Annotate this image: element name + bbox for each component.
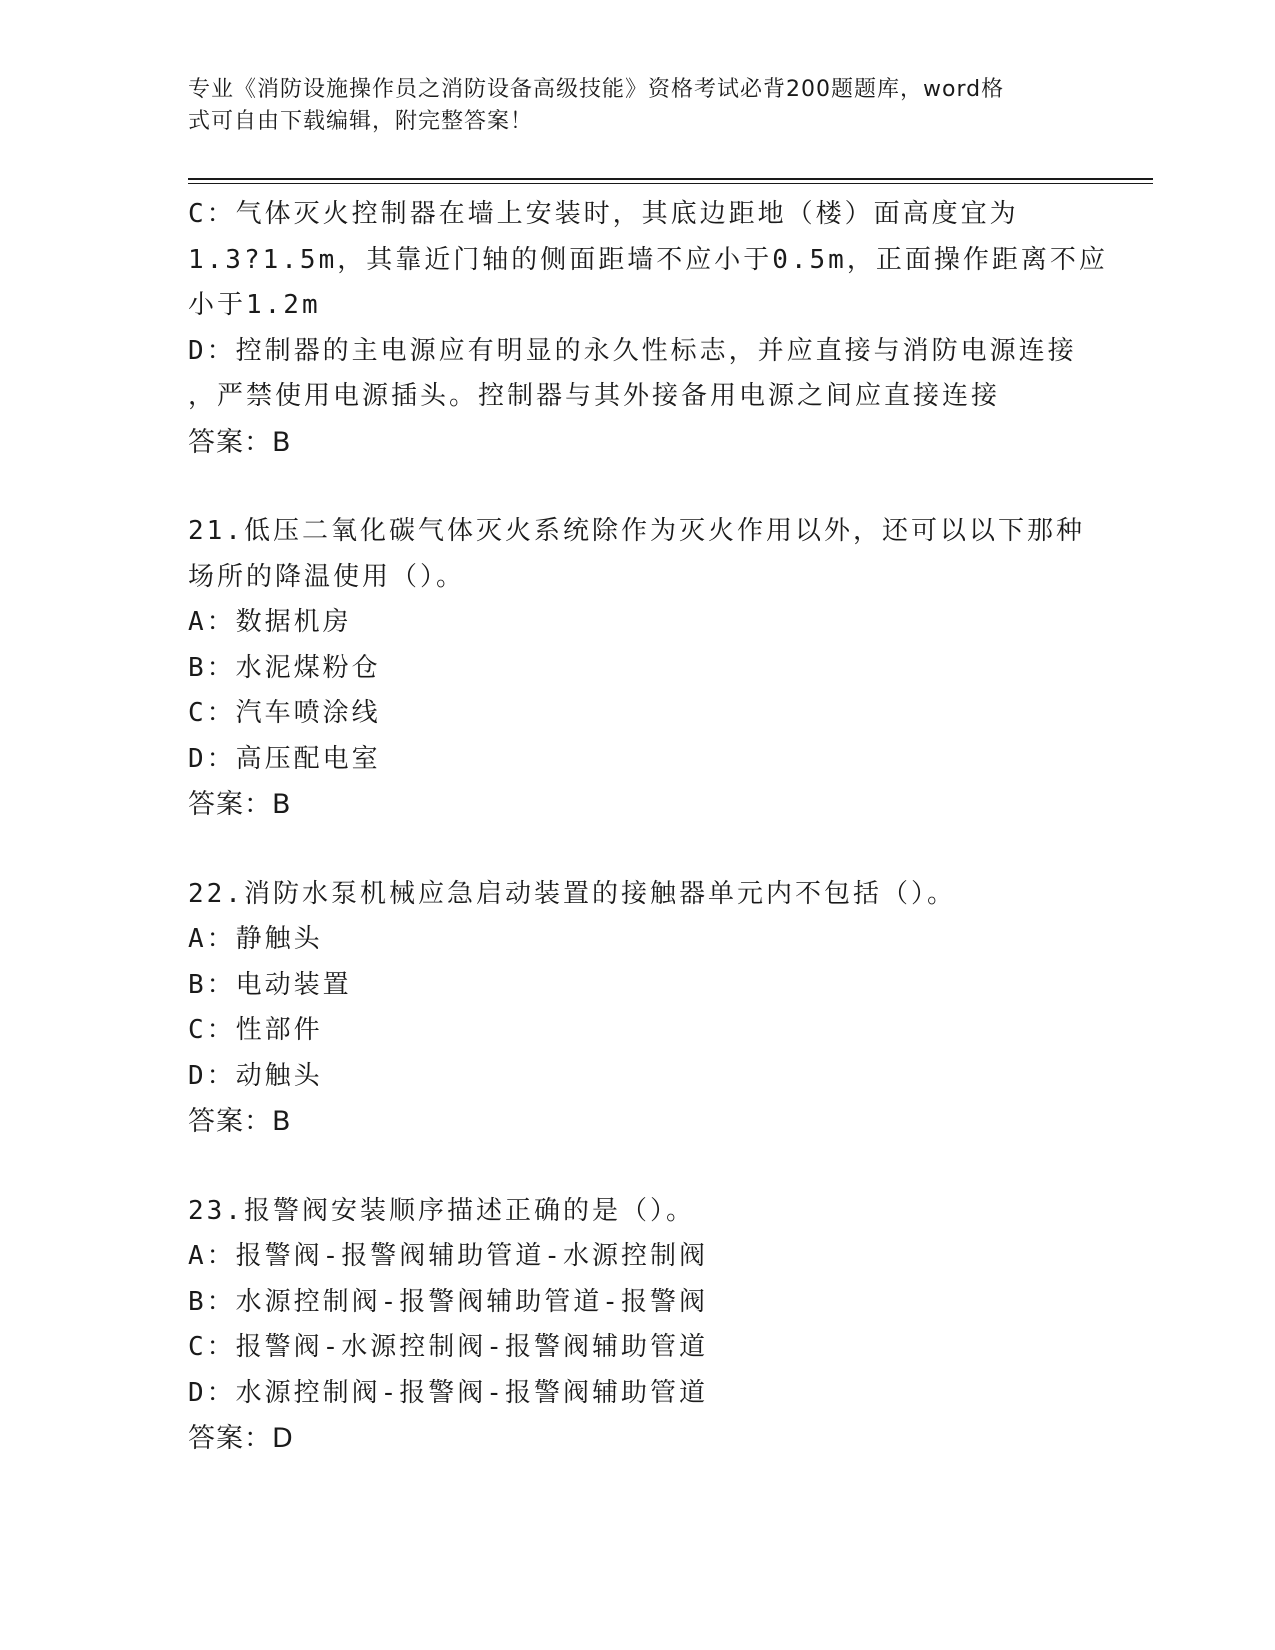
header-line-2: 式可自由下载编辑，附完整答案！ — [188, 109, 534, 134]
option-a: A：数据机房 — [188, 607, 352, 637]
question-22 — [188, 872, 1088, 1145]
question-stem: 21.低压二氧化碳气体灭火系统除作为灭火作用以外，还可以以下那种 — [188, 516, 1085, 546]
answer-label: 答案：B — [188, 426, 292, 458]
header-divider-thick — [188, 178, 1153, 180]
question-stem: 22.消防水泵机械应急启动装置的接触器单元内不包括（）。 — [188, 878, 956, 909]
question-stem: 23.报警阀安装顺序描述正确的是（）。 — [188, 1195, 695, 1226]
answer-label: 答案：D — [188, 1423, 294, 1454]
option-c: C：汽车喷涂线 — [188, 698, 381, 728]
option-c-line: 小于1.2m — [188, 290, 321, 320]
question-21 — [188, 509, 1088, 828]
option-b: B：电动装置 — [188, 969, 352, 1000]
document-header — [188, 74, 1068, 138]
option-a: A：报警阀-报警阀辅助管道-水源控制阀 — [188, 1241, 708, 1271]
option-d-line: D：控制器的主电源应有明显的永久性标志，并应直接与消防电源连接 — [188, 335, 1077, 366]
option-a: A：静触头 — [188, 924, 323, 954]
option-c: C：报警阀-水源控制阀-报警阀辅助管道 — [188, 1332, 708, 1362]
answer-label: 答案：B — [188, 789, 292, 820]
option-c-line: C：气体灭火控制器在墙上安装时，其底边距地（楼）面高度宜为 — [188, 199, 1019, 229]
option-c-line: 1.3?1.5m，其靠近门轴的侧面距墙不应小于0.5m，正面操作距离不应 — [188, 244, 1108, 275]
question-stem: 场所的降温使用（）。 — [188, 561, 466, 592]
header-divider-thin — [188, 183, 1153, 184]
question-23 — [188, 1189, 1088, 1462]
option-c: C：性部件 — [188, 1015, 323, 1045]
option-d-line: ，严禁使用电源插头。控制器与其外接备用电源之间应直接连接 — [188, 381, 1001, 411]
option-b: B：水源控制阀-报警阀辅助管道-报警阀 — [188, 1286, 708, 1317]
option-b: B：水泥煤粉仓 — [188, 652, 381, 683]
answer-label: 答案：B — [188, 1106, 292, 1137]
question-20-continuation — [188, 192, 1108, 465]
question-content — [188, 192, 1108, 1462]
option-d: D：高压配电室 — [188, 743, 381, 774]
header-line-1: 专业《消防设施操作员之消防设备高级技能》资格考试必背200题题库，word格 — [188, 77, 1005, 102]
option-d: D：动触头 — [188, 1060, 323, 1091]
option-d: D：水源控制阀-报警阀-报警阀辅助管道 — [188, 1377, 708, 1408]
